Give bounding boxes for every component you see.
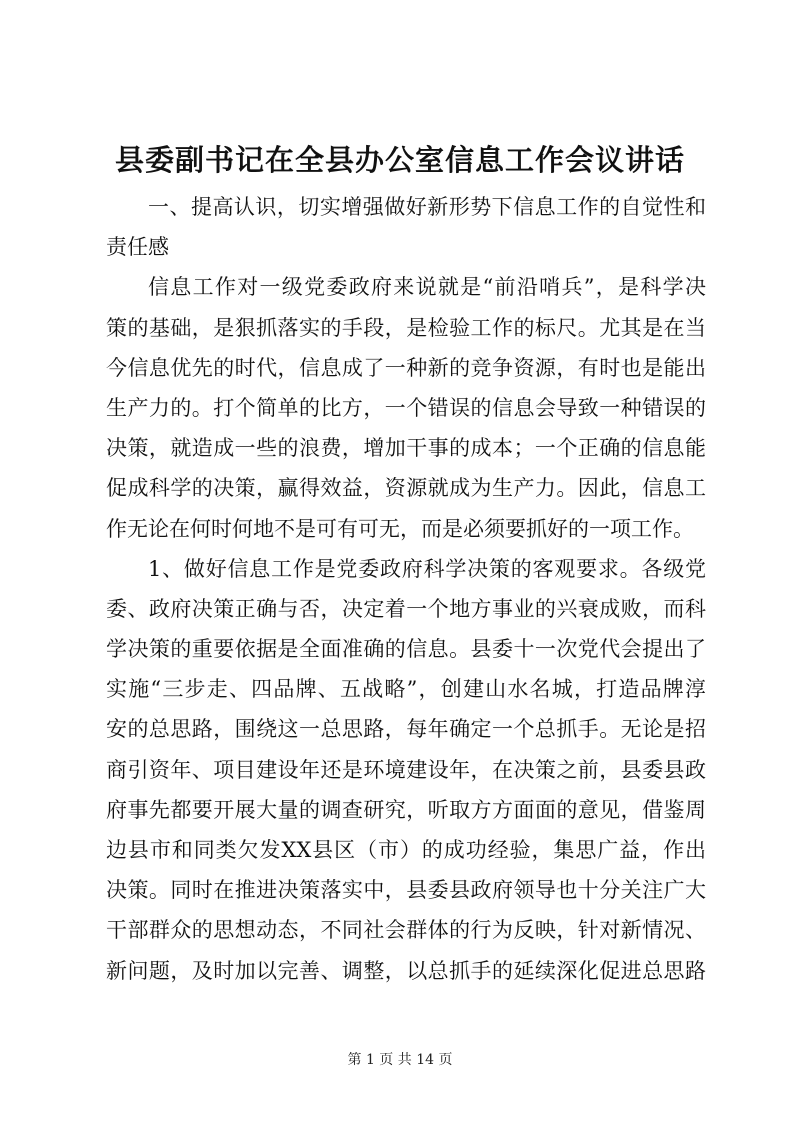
paragraph-line: 决策。同时在推进决策落实中，县委县政府领导也十分关注广大 (106, 878, 706, 903)
paragraph-line: 干部群众的思想动态，不同社会群体的行为反映，针对新情况、 (106, 918, 706, 943)
paragraph-line: 实施“三步走、四品牌、五战略”，创建山水名城，打造品牌淳 (106, 677, 706, 702)
paragraph-line: 今信息优先的时代，信息成了一种新的竞争资源，有时也是能出 (106, 355, 706, 380)
paragraph-line: 1、做好信息工作是党委政府科学决策的客观要求。各级党 (148, 556, 706, 581)
paragraph-line: 商引资年、项目建设年还是环境建设年，在决策之前，县委县政 (106, 757, 706, 782)
paragraph-line: 安的总思路，围绕这一总思路，每年确定一个总抓手。无论是招 (106, 717, 706, 742)
paragraph-line: 促成科学的决策，赢得效益，资源就成为生产力。因此，信息工 (106, 476, 706, 501)
paragraph-line: 策的基础，是狠抓落实的手段，是检验工作的标尺。尤其是在当 (106, 315, 706, 340)
paragraph-line: 决策，就造成一些的浪费，增加干事的成本；一个正确的信息能 (106, 436, 706, 461)
paragraph-line: 学决策的重要依据是全面准确的信息。县委十一次党代会提出了 (106, 637, 706, 662)
section-heading-line: 一、提高认识，切实增强做好新形势下信息工作的自觉性和 (148, 195, 706, 219)
paragraph-line: 府事先都要开展大量的调查研究，听取方方面面的意见，借鉴周 (106, 797, 706, 822)
paragraph-line: 生产力的。打个简单的比方，一个错误的信息会导致一种错误的 (106, 395, 706, 420)
paragraph-line: 边县市和同类欠发XX县区（市）的成功经验，集思广益，作出 (106, 838, 706, 862)
paragraph-line: 信息工作对一级党委政府来说就是“前沿哨兵”，是科学决 (148, 275, 706, 300)
section-heading-line: 责任感 (106, 235, 169, 260)
page-number: 第 1 页 共 14 页 (347, 1052, 453, 1068)
document-body (106, 187, 706, 991)
paragraph-line: 新问题，及时加以完善、调整，以总抓手的延续深化促进总思路 (106, 958, 706, 983)
paragraph-line: 作无论在何时何地不是可有可无，而是必须要抓好的一项工作。 (106, 516, 694, 541)
document-title: 县委副书记在全县办公室信息工作会议讲话 (114, 143, 685, 177)
paragraph-line: 委、政府决策正确与否，决定着一个地方事业的兴衰成败，而科 (106, 596, 706, 621)
